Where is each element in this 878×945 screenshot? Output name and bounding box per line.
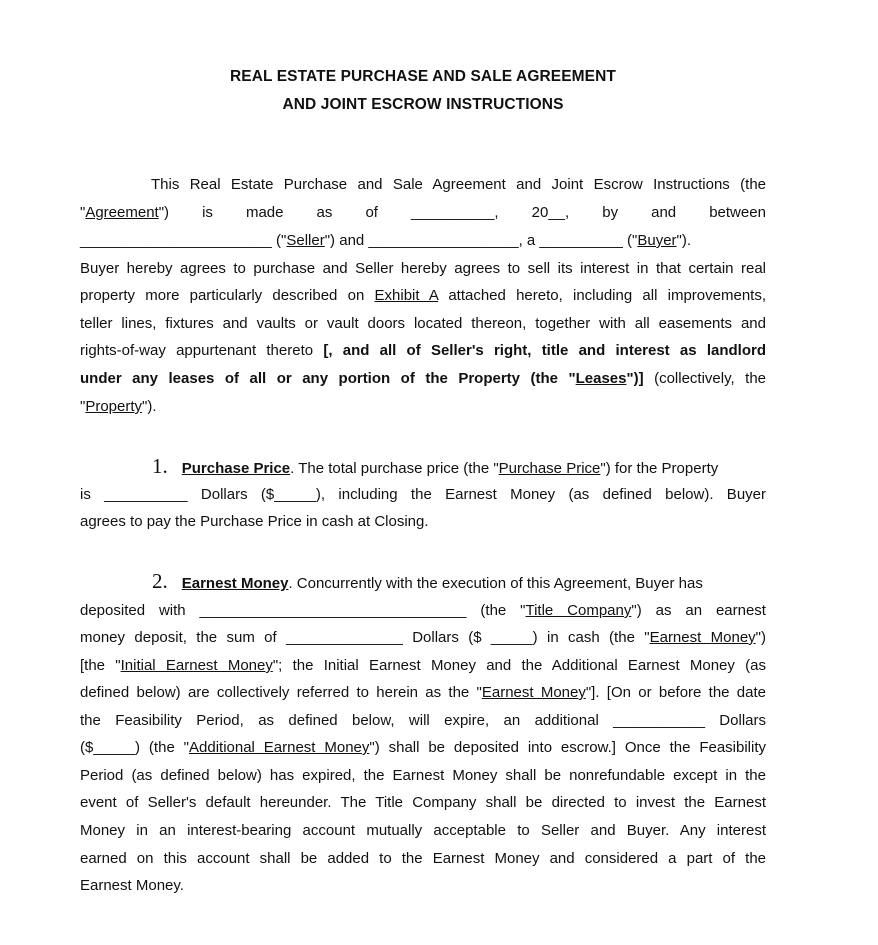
title-company-term: Title Company [525, 602, 632, 619]
intro-line-1: This Real Estate Purchase and Sale Agreement and Joint Escrow Instructions (the [151, 176, 766, 193]
section-1-line-2: is __________ Dollars ($_____), including the Earnest Money (as defined below). Buyer [80, 486, 766, 503]
section-1-number: 1. [152, 454, 168, 478]
intro-line-6: teller lines, fixtures and vaults or vault doors located thereon, together with all easements and [80, 315, 766, 332]
section-1-heading: Purchase Price [181, 460, 291, 477]
intro-agreement-term: "Agreement") [80, 204, 170, 221]
section-2-line-11: earned on this account shall be added to the Earnest Money and considered a part of the [80, 850, 766, 867]
intro-word: as [316, 204, 333, 221]
earnest-money-term: Earnest Money [481, 684, 586, 701]
intro-line-4: Buyer hereby agrees to purchase and Seller hereby agrees to sell its interest in that certain real [80, 260, 766, 277]
section-2-line-9: event of Seller's default hereunder. The Title Company shall be directed to invest the Earnest [80, 794, 766, 811]
intro-word: and [651, 204, 677, 221]
property-term: Property [85, 398, 143, 415]
intro-word: is [202, 204, 213, 221]
section-2-line-7: ($_____) (the "Additional Earnest Money") shall be deposited into escrow.] Once the Feasibility [80, 739, 767, 756]
section-2-line-5: defined below) are collectively referred to herein as the "Earnest Money"]. [On or before the date [80, 684, 767, 701]
seller-term: Seller [286, 232, 325, 249]
intro-word: between [709, 204, 766, 221]
section-2-line-12: Earnest Money. [80, 877, 184, 894]
leases-term: Leases [575, 370, 627, 387]
intro-word: of [365, 204, 378, 221]
intro-line-5: property more particularly described on Exhibit A attached hereto, including all improvements, [80, 287, 766, 304]
document-title-line-1: REAL ESTATE PURCHASE AND SALE AGREEMENT [230, 68, 616, 85]
section-2-number: 2. [152, 569, 168, 593]
section-2-line-2: deposited with ________________________________ (the "Title Company") as an earnest [80, 602, 766, 619]
section-1-line-1: 1. Purchase Price. The total purchase price (the "Purchase Price") for the Property [152, 454, 719, 478]
intro-line-2 [80, 203, 766, 223]
section-2-line-1: 2. Earnest Money. Concurrently with the execution of this Agreement, Buyer has [152, 569, 703, 593]
section-2-line-3: money deposit, the sum of ______________ Dollars ($ _____) in cash (the "Earnest Money") [80, 629, 766, 646]
date-blank: __________, [411, 204, 499, 221]
exhibit-a-reference: Exhibit A [374, 287, 439, 304]
section-2-line-8: Period (as defined below) has expired, the Earnest Money shall be nonrefundable except in the [80, 767, 766, 784]
buyer-term: Buyer [637, 232, 677, 249]
earnest-money-term: Earnest Money [649, 629, 756, 646]
intro-line-7: rights-of-way appurtenant thereto [, and all of Seller's right, title and interest as landlord [80, 342, 767, 359]
intro-line-8: under any leases of all or any portion of the Property (the "Leases")] (collectively, the [80, 370, 767, 387]
purchase-price-term: Purchase Price [498, 460, 601, 477]
intro-line-3: _______________________ ("Seller") and __________________, a __________ ("Buyer"). [80, 232, 692, 249]
intro-word: by [602, 204, 619, 221]
initial-earnest-money-term: Initial Earnest Money [120, 657, 273, 674]
section-2-line-4: [the "Initial Earnest Money"; the Initial Earnest Money and the Additional Earnest Money (as [80, 657, 766, 674]
section-1-line-3: agrees to pay the Purchase Price in cash at Closing. [80, 513, 429, 530]
year-blank: 20__, [531, 204, 570, 221]
additional-earnest-money-term: Additional Earnest Money [189, 739, 370, 756]
document-title-line-2: AND JOINT ESCROW INSTRUCTIONS [282, 96, 564, 113]
intro-word: made [245, 204, 284, 221]
intro-line-9: "Property"). [80, 398, 157, 415]
section-2-heading: Earnest Money [181, 575, 289, 592]
section-2-line-6: the Feasibility Period, as defined below, will expire, an additional ___________ Dollars [80, 712, 766, 729]
section-2-line-10: Money in an interest-bearing account mutually acceptable to Seller and Buyer. Any interest [80, 822, 766, 839]
